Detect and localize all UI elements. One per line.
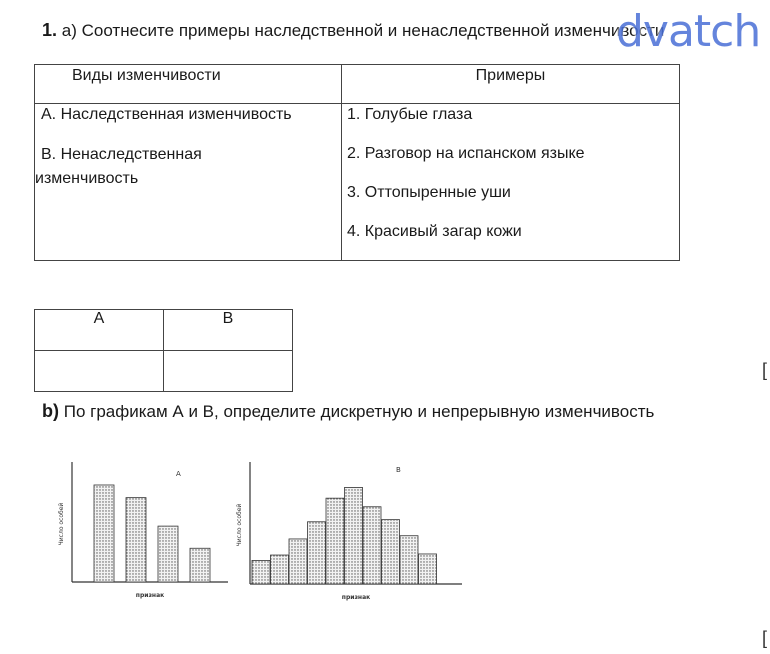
type-b-line1: В. Ненаследственная (41, 146, 202, 163)
chart-b-xlabel: признак (341, 594, 371, 601)
task-number: 1. (42, 20, 58, 40)
example-4: 4. Красивый загар кожи (347, 223, 522, 240)
type-a-hereditary: А. Наследственная изменчивость (41, 106, 292, 123)
chart-b-bar-3 (289, 539, 307, 584)
chart-b-bar-10 (419, 554, 437, 584)
header-examples-label: Примеры (475, 67, 546, 84)
example-1: 1. Голубые глаза (347, 106, 473, 123)
chart-b-bar-8 (382, 520, 400, 584)
example-3: 3. Оттопыренные уши (347, 184, 511, 201)
watermark-logo: dvatch (616, 6, 761, 57)
example-2: 2. Разговор на испанском языке (347, 145, 585, 162)
chart-a-bar-1 (94, 485, 114, 582)
task-a-label: a) (61, 21, 77, 40)
chart-b-bar-9 (400, 536, 418, 584)
answer-header-a: А (35, 310, 164, 351)
chart-b-bar-7 (363, 507, 381, 584)
header-types-label: Виды изменчивости (72, 67, 221, 84)
answer-header-b: В (164, 310, 293, 351)
type-b-line2: изменчивость (35, 170, 139, 187)
margin-mark-2: [ (762, 628, 768, 648)
chart-a-bar-3 (158, 526, 178, 582)
chart-a-title: А (176, 470, 181, 478)
chart-a-bar-4 (190, 548, 210, 582)
chart-b-bar-4 (308, 522, 326, 584)
chart-a-bar-2 (126, 498, 146, 582)
chart-a-ylabel: Число особей (58, 502, 65, 546)
chart-b-bar-1 (252, 560, 270, 584)
chart-b (236, 462, 462, 601)
task-b-text: По графикам А и В, определите дискретную и непрерывную изменчивость (63, 402, 655, 421)
chart-b-ylabel: Число особей (236, 503, 243, 547)
chart-a-xlabel: признак (135, 592, 165, 599)
task-a-text: Соотнесите примеры наследственной и ненаследственной изменчивости (81, 21, 665, 40)
chart-b-bar-2 (271, 555, 289, 584)
margin-mark-1: [ (762, 360, 768, 380)
chart-b-bar-5 (326, 498, 344, 584)
chart-b-title: В (396, 466, 401, 474)
chart-a (58, 462, 228, 599)
task-b-label: b) (42, 401, 59, 421)
chart-b-bar-6 (345, 487, 363, 584)
